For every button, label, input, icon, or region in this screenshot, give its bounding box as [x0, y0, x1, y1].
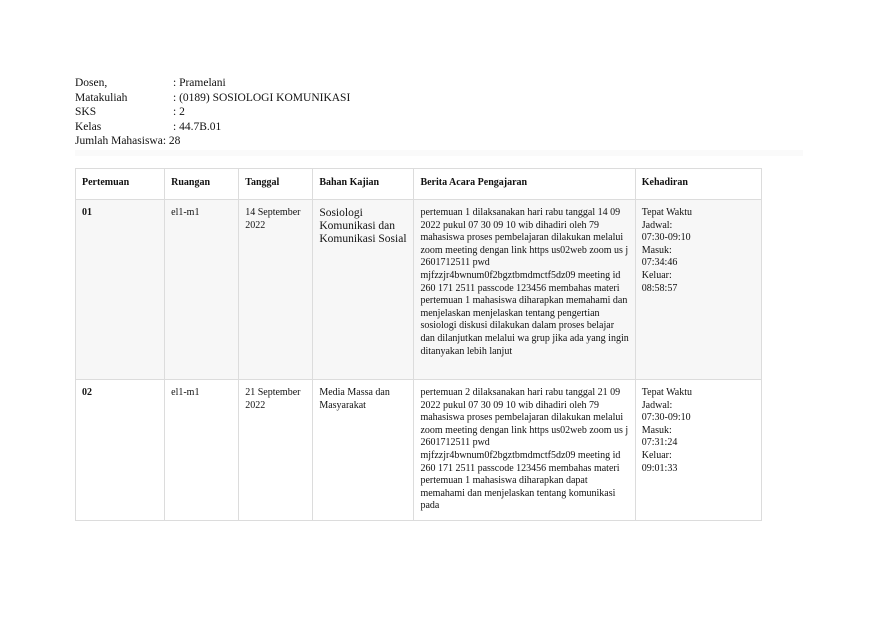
tanggal-cell: 21 September 2022 — [239, 380, 313, 521]
kehadiran-cell — [635, 200, 761, 380]
kehadiran-status: Tepat Waktu — [641, 387, 693, 398]
kehadiran-masuk-value: 07:34:46 — [641, 257, 678, 269]
bahan-cell: Sosiologi Komunikasi dan Komunikasi Sosial — [313, 200, 414, 380]
pertemuan-cell: 02 — [76, 380, 165, 521]
matakuliah-row — [75, 91, 350, 106]
matakuliah-value: : (0189) SOSIOLOGI KOMUNIKASI — [173, 91, 351, 104]
kehadiran-keluar-value: 09:01:33 — [641, 462, 678, 474]
ruangan-cell: el1-m1 — [165, 380, 239, 521]
sks-label: SKS — [75, 106, 97, 119]
berita-cell: pertemuan 2 dilaksanakan hari rabu tanggal 21 09 2022 pukul 07 30 09 10 wib dihadiri oleh 79 mahasiswa proses pembelajaran dilakukan melalui zoom meeting dengan link https us02web zoom us j 2601712511 pwd mjfzzjr4bwnum0f2bgztbmdmctf5dz09 meeting id 260 171 2511 passcode 123456 membahas materi pertemuan 1 mahasiswa diharapkan dapat memahami dan menjelaskan tentang komunikasi pada — [414, 380, 635, 521]
pertemuan-cell: 01 — [76, 200, 165, 380]
kelas-row — [75, 120, 350, 135]
jumlah-value: : 28 — [162, 135, 181, 148]
bahan-cell: Media Massa dan Masyarakat — [313, 380, 414, 521]
kehadiran-keluar-label: Keluar: — [641, 449, 672, 461]
course-info — [75, 76, 350, 149]
header-divider — [75, 150, 803, 156]
attendance-table — [75, 168, 762, 521]
kehadiran-jadwal-value: 07:30-09:10 — [641, 412, 691, 424]
kehadiran-status: Tepat Waktu — [641, 207, 693, 218]
kehadiran-jadwal-label: Jadwal: — [641, 219, 673, 231]
kehadiran-masuk-label: Masuk: — [641, 244, 672, 256]
col-kehadiran-header: Kehadiran — [635, 169, 761, 200]
sks-row — [75, 105, 350, 120]
dosen-label: Dosen, — [75, 77, 108, 89]
dosen-value: : Pramelani — [173, 77, 226, 89]
ruangan-cell: el1-m1 — [165, 200, 239, 380]
dosen-row — [75, 76, 350, 91]
table-row — [76, 200, 762, 380]
kehadiran-cell — [635, 380, 761, 521]
table-row — [76, 380, 762, 521]
kehadiran-jadwal-label: Jadwal: — [641, 399, 673, 411]
table-header-row — [76, 169, 762, 200]
jumlah-label: Jumlah Mahasiswa — [75, 135, 163, 148]
kelas-value: : 44.7B.01 — [173, 120, 222, 133]
matakuliah-label: Matakuliah — [75, 91, 128, 104]
col-bahan-header: Bahan Kajian — [313, 169, 414, 200]
col-pertemuan-header: Pertemuan — [76, 169, 165, 200]
col-berita-header: Berita Acara Pengajaran — [414, 169, 635, 200]
kehadiran-masuk-label: Masuk: — [641, 424, 672, 436]
col-tanggal-header: Tanggal — [239, 169, 313, 200]
kelas-label: Kelas — [75, 120, 102, 133]
jumlah-row — [75, 134, 350, 149]
kehadiran-jadwal-value: 07:30-09:10 — [641, 232, 691, 244]
berita-cell: pertemuan 1 dilaksanakan hari rabu tanggal 14 09 2022 pukul 07 30 09 10 wib dihadiri oleh 79 mahasiswa proses pembelajaran dilakukan melalui zoom meeting dengan link https us02web zoom us j 2601712511 pwd mjfzzjr4bwnum0f2bgztbmdmctf5dz09 meeting id 260 171 2511 passcode 123456 membahas materi pertemuan 1 mahasiswa diharapkan memahami dan menjelaskan menjelaskan tentang pengertian sosiologi diskusi dilakukan dalam proses belajar dan dilanjutkan melalui wa grup jika ada yang ingin ditanyakan lebih lanjut — [414, 200, 635, 380]
kehadiran-keluar-value: 08:58:57 — [641, 282, 678, 294]
kehadiran-masuk-value: 07:31:24 — [641, 437, 678, 449]
tanggal-cell: 14 September 2022 — [239, 200, 313, 380]
kehadiran-keluar-label: Keluar: — [641, 269, 672, 281]
sks-value: : 2 — [173, 106, 185, 119]
col-ruangan-header: Ruangan — [165, 169, 239, 200]
